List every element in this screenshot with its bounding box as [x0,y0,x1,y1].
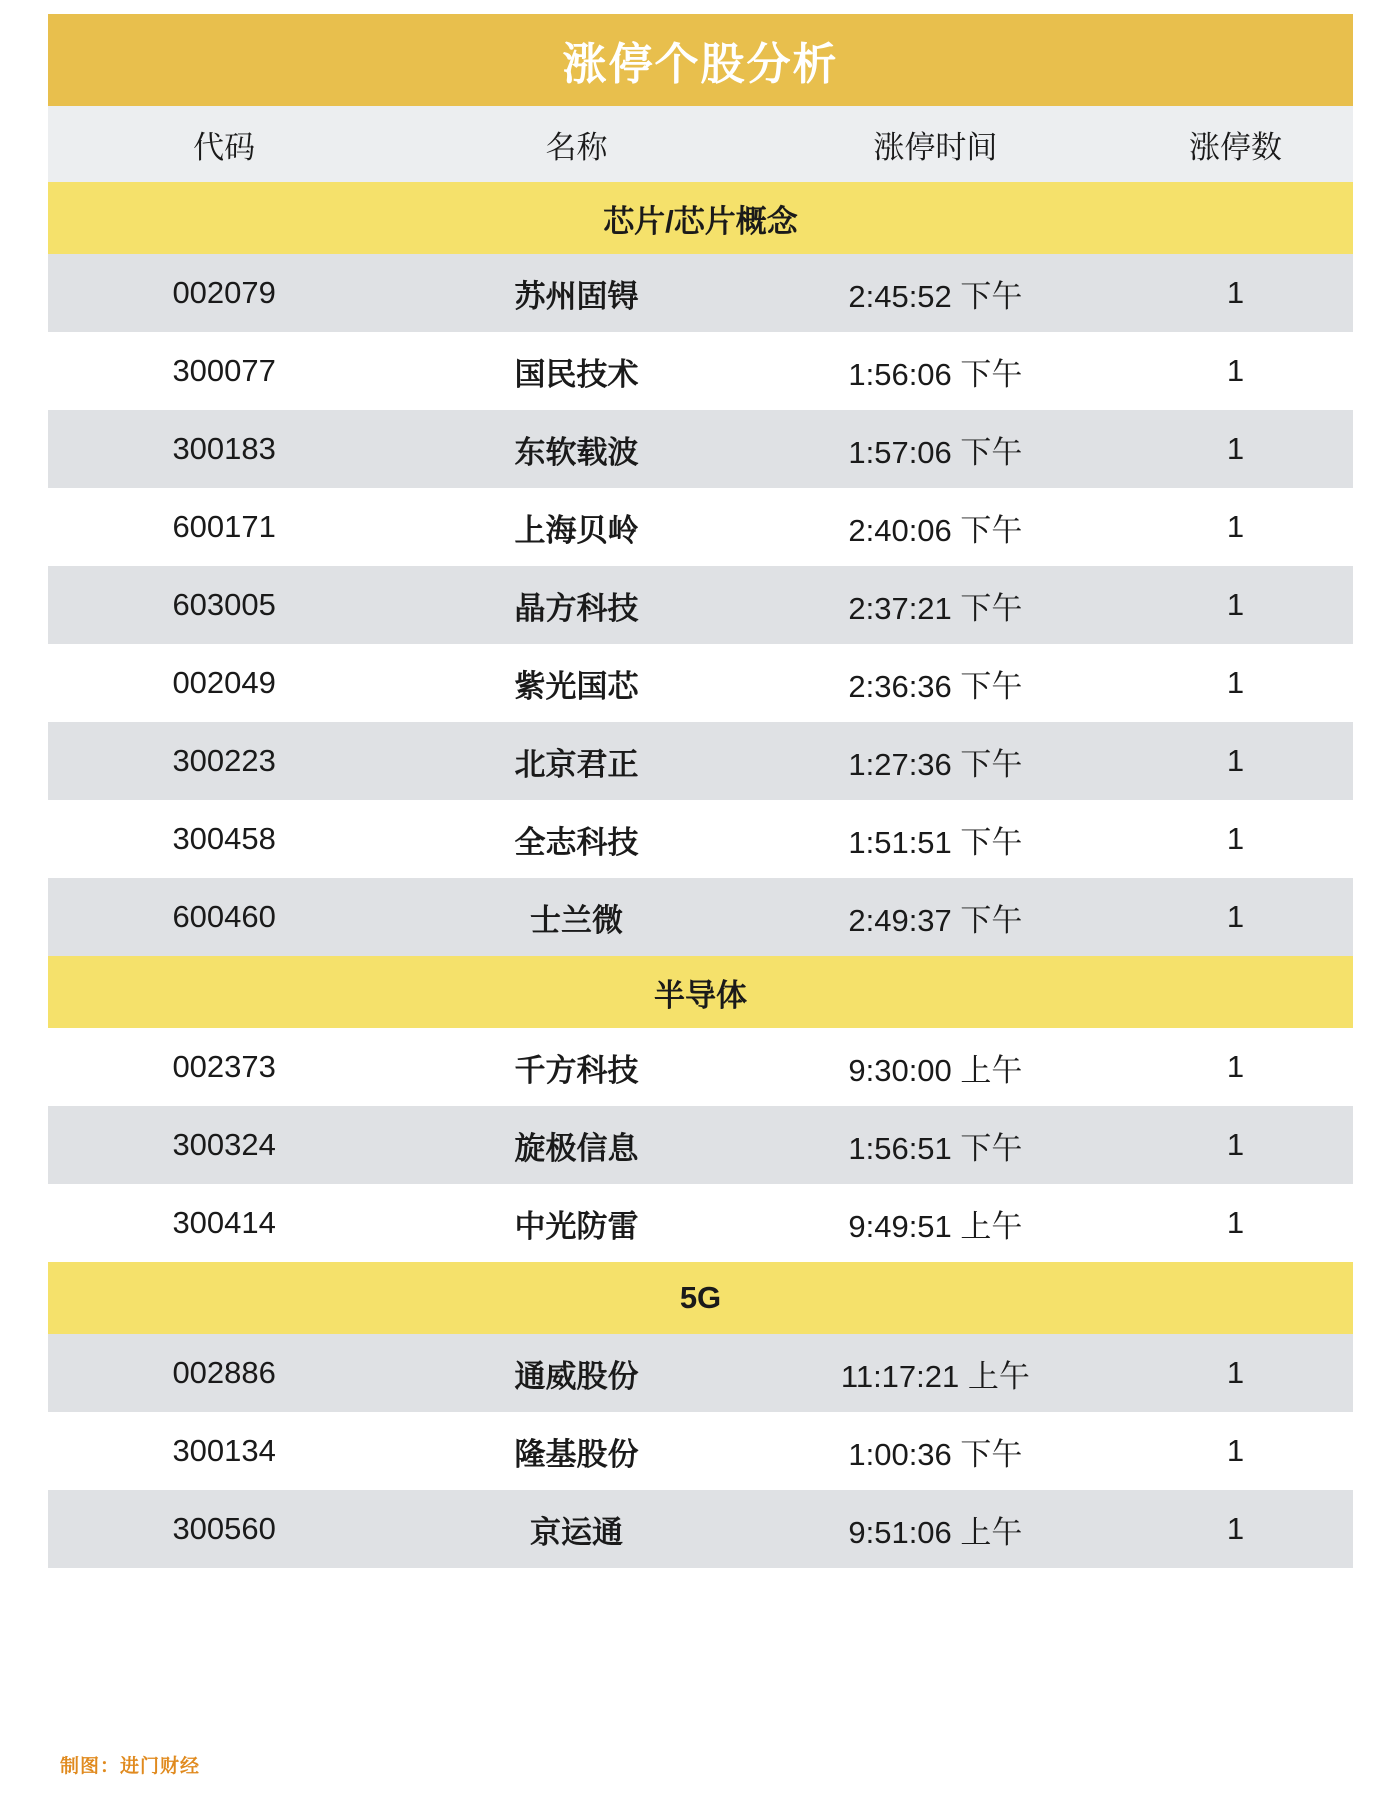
limit-up-time: 1:51:51 下午 [753,800,1118,878]
limit-up-analysis-table [48,14,1353,1568]
limit-up-count: 1 [1118,1184,1353,1262]
limit-up-count: 1 [1118,1334,1353,1412]
limit-up-time: 2:40:06 下午 [753,488,1118,566]
group-header-row [48,182,1353,254]
stock-name: 千方科技 [400,1028,752,1106]
limit-up-count: 1 [1118,722,1353,800]
limit-up-time: 1:27:36 下午 [753,722,1118,800]
table-header-row [48,106,1353,182]
table-row [48,800,1353,878]
limit-up-count: 1 [1118,644,1353,722]
limit-up-time: 9:51:06 上午 [753,1490,1118,1568]
table-row [48,878,1353,956]
limit-up-time: 2:37:21 下午 [753,566,1118,644]
table-row [48,410,1353,488]
group-label: 半导体 [48,956,1353,1028]
table-row [48,254,1353,332]
stock-code: 600460 [48,878,400,956]
limit-up-time: 1:57:06 下午 [753,410,1118,488]
limit-up-count: 1 [1118,1106,1353,1184]
group-header-row [48,1262,1353,1334]
stock-code: 603005 [48,566,400,644]
table-row [48,1412,1353,1490]
stock-code: 300324 [48,1106,400,1184]
table-row [48,332,1353,410]
stock-code: 300458 [48,800,400,878]
table-row [48,566,1353,644]
table-row [48,1184,1353,1262]
limit-up-time: 1:56:51 下午 [753,1106,1118,1184]
table-row [48,644,1353,722]
stock-code: 300077 [48,332,400,410]
stock-name: 苏州固锝 [400,254,752,332]
column-header-name: 名称 [400,106,752,182]
limit-up-time: 11:17:21 上午 [753,1334,1118,1412]
stock-name: 上海贝岭 [400,488,752,566]
stock-code: 002373 [48,1028,400,1106]
limit-up-count: 1 [1118,878,1353,956]
stock-name: 士兰微 [400,878,752,956]
limit-up-count: 1 [1118,800,1353,878]
stock-code: 300560 [48,1490,400,1568]
stock-code: 002079 [48,254,400,332]
table-row [48,1490,1353,1568]
table-row [48,722,1353,800]
column-header-count: 涨停数 [1118,106,1353,182]
stock-name: 隆基股份 [400,1412,752,1490]
table-row [48,488,1353,566]
limit-up-count: 1 [1118,1412,1353,1490]
limit-up-count: 1 [1118,1490,1353,1568]
stock-name: 中光防雷 [400,1184,752,1262]
limit-up-count: 1 [1118,566,1353,644]
table-row [48,1106,1353,1184]
stock-code: 300414 [48,1184,400,1262]
limit-up-time: 1:00:36 下午 [753,1412,1118,1490]
limit-up-count: 1 [1118,332,1353,410]
limit-up-time: 2:49:37 下午 [753,878,1118,956]
stock-code: 600171 [48,488,400,566]
stock-table [48,14,1353,1568]
limit-up-count: 1 [1118,410,1353,488]
stock-code: 300134 [48,1412,400,1490]
table-title-row [48,14,1353,106]
stock-name: 全志科技 [400,800,752,878]
stock-code: 002886 [48,1334,400,1412]
stock-name: 通威股份 [400,1334,752,1412]
stock-name: 北京君正 [400,722,752,800]
group-label: 5G [48,1262,1353,1334]
column-header-code: 代码 [48,106,400,182]
limit-up-time: 1:56:06 下午 [753,332,1118,410]
limit-up-time: 2:45:52 下午 [753,254,1118,332]
limit-up-time: 9:49:51 上午 [753,1184,1118,1262]
group-header-row [48,956,1353,1028]
stock-name: 紫光国芯 [400,644,752,722]
page-title: 涨停个股分析 [48,14,1353,106]
group-label: 芯片/芯片概念 [48,182,1353,254]
stock-name: 国民技术 [400,332,752,410]
stock-code: 300223 [48,722,400,800]
limit-up-time: 2:36:36 下午 [753,644,1118,722]
table-row [48,1028,1353,1106]
stock-name: 晶方科技 [400,566,752,644]
stock-code: 002049 [48,644,400,722]
stock-name: 东软载波 [400,410,752,488]
credit-footer: 制图：进门财经 [60,1756,201,1777]
limit-up-time: 9:30:00 上午 [753,1028,1118,1106]
stock-code: 300183 [48,410,400,488]
stock-name: 京运通 [400,1490,752,1568]
table-row [48,1334,1353,1412]
limit-up-count: 1 [1118,1028,1353,1106]
limit-up-count: 1 [1118,488,1353,566]
limit-up-count: 1 [1118,254,1353,332]
stock-name: 旋极信息 [400,1106,752,1184]
column-header-time: 涨停时间 [753,106,1118,182]
